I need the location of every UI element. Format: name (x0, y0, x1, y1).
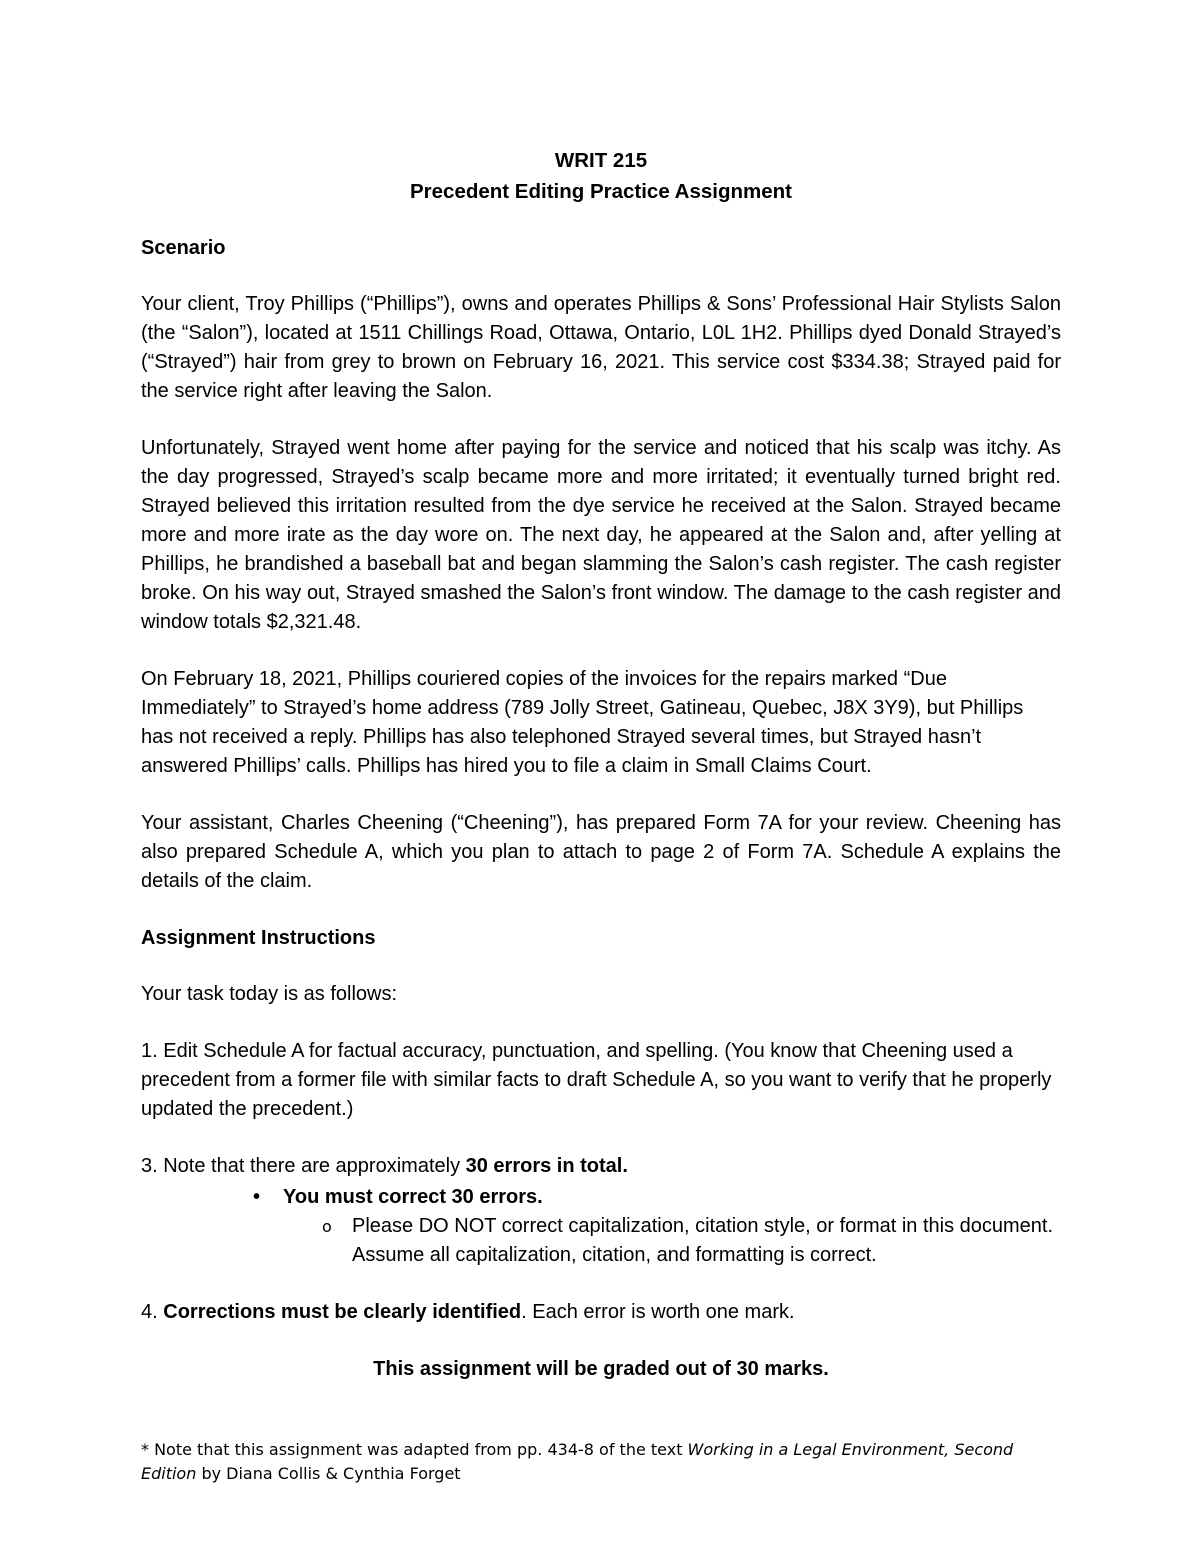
instruction-item-1: 1. Edit Schedule A for factual accuracy, punctuation, and spelling. (You know that Cheening used a precedent from a former file with similar facts to draft Schedule A, so you want to verify that he properly updated the precedent.) (141, 1040, 1052, 1120)
instruction-item-4-number: 4. (141, 1301, 164, 1323)
grading-note: This assignment will be graded out of 30 marks. (373, 1358, 829, 1380)
instruction-sub-list (283, 1212, 1061, 1270)
instruction-bullet-text: You must correct 30 errors. (283, 1186, 543, 1208)
instruction-item-4 (141, 1298, 1061, 1327)
scenario-paragraph-4: Your assistant, Charles Cheening (“Cheening”), has prepared Form 7A for your review. Cheening has also prepared Schedule A, which you plan to attach to page 2 of Form 7A. Schedule A explains the details of the claim. (141, 812, 1061, 892)
footnote-suffix: by Diana Collis & Cynthia Forget (196, 1464, 461, 1483)
instruction-item-3-emphasis: 30 errors in total (465, 1155, 623, 1177)
footnote-book-title: Working in a Legal Environment, Second Edition (141, 1440, 1014, 1483)
title-block (141, 145, 1061, 207)
instruction-sub-bullet-text: Please DO NOT correct capitalization, citation style, or format in this document. Assume all capitalization, citation, and formatting is correct. (352, 1215, 1054, 1266)
scenario-paragraph-1: Your client, Troy Phillips (“Phillips”), owns and operates Phillips & Sons’ Professional Hair Stylists Salon (the “Salon”), located at 1511 Chillings Road, Ottawa, Ontario, L0L 1H2. Phillips dyed Donald Strayed’s (“Strayed”) hair from grey to brown on February 16, 2021. This service cost $334.38; Strayed paid for the service right after leaving the Salon. (141, 293, 1061, 402)
footnote (141, 1438, 1041, 1486)
instruction-sub-bullet (322, 1212, 1061, 1270)
scenario-heading: Scenario (141, 237, 226, 259)
instruction-item-3-prefix: 3. Note that there are approximately (141, 1155, 466, 1177)
scenario-paragraph-2: Unfortunately, Strayed went home after paying for the service and noticed that his scalp was itchy. As the day progressed, Strayed’s scalp became more and more irritated; it eventually turned bright red. Strayed believed this irritation resulted from the dye service he received at the Salon. Strayed became more and more irate as the day wore on. The next day, he appeared at the Salon and, after yelling at Phillips, he brandished a baseball bat and began slamming the Salon’s cash register. The cash register broke. On his way out, Strayed smashed the Salon’s front window. The damage to the cash register and window totals $2,321.48. (141, 437, 1061, 633)
course-code: WRIT 215 (554, 149, 648, 172)
instruction-item-4-suffix: . Each error is worth one mark. (521, 1301, 795, 1323)
document-title: Precedent Editing Practice Assignment (409, 180, 792, 203)
scenario-paragraph-3: On February 18, 2021, Phillips couriered copies of the invoices for the repairs marked “Due Immediately” to Strayed’s home address (789 Jolly Street, Gatineau, Quebec, J8X 3Y9), but Phillips has not received a reply. Phillips has also telephoned Strayed several times, but Strayed hasn’t answered Phillips’ calls. Phillips has hired you to file a claim in Small Claims Court. (141, 668, 1024, 777)
document-body (141, 145, 1061, 1412)
instructions-heading: Assignment Instructions (141, 927, 376, 949)
instruction-item-4-emphasis: Corrections must be clearly identified (163, 1301, 522, 1323)
instruction-bullet-list (141, 1183, 1061, 1270)
instruction-item-3-suffix: . (622, 1155, 628, 1177)
instructions-intro: Your task today is as follows: (141, 983, 398, 1005)
footnote-prefix: * Note that this assignment was adapted from pp. 434-8 of the text (141, 1440, 688, 1459)
instruction-item-3 (141, 1152, 1061, 1181)
instruction-bullet (253, 1183, 1061, 1270)
sub-bullet-icon: o (322, 1217, 332, 1236)
bullet-icon: • (253, 1186, 261, 1208)
